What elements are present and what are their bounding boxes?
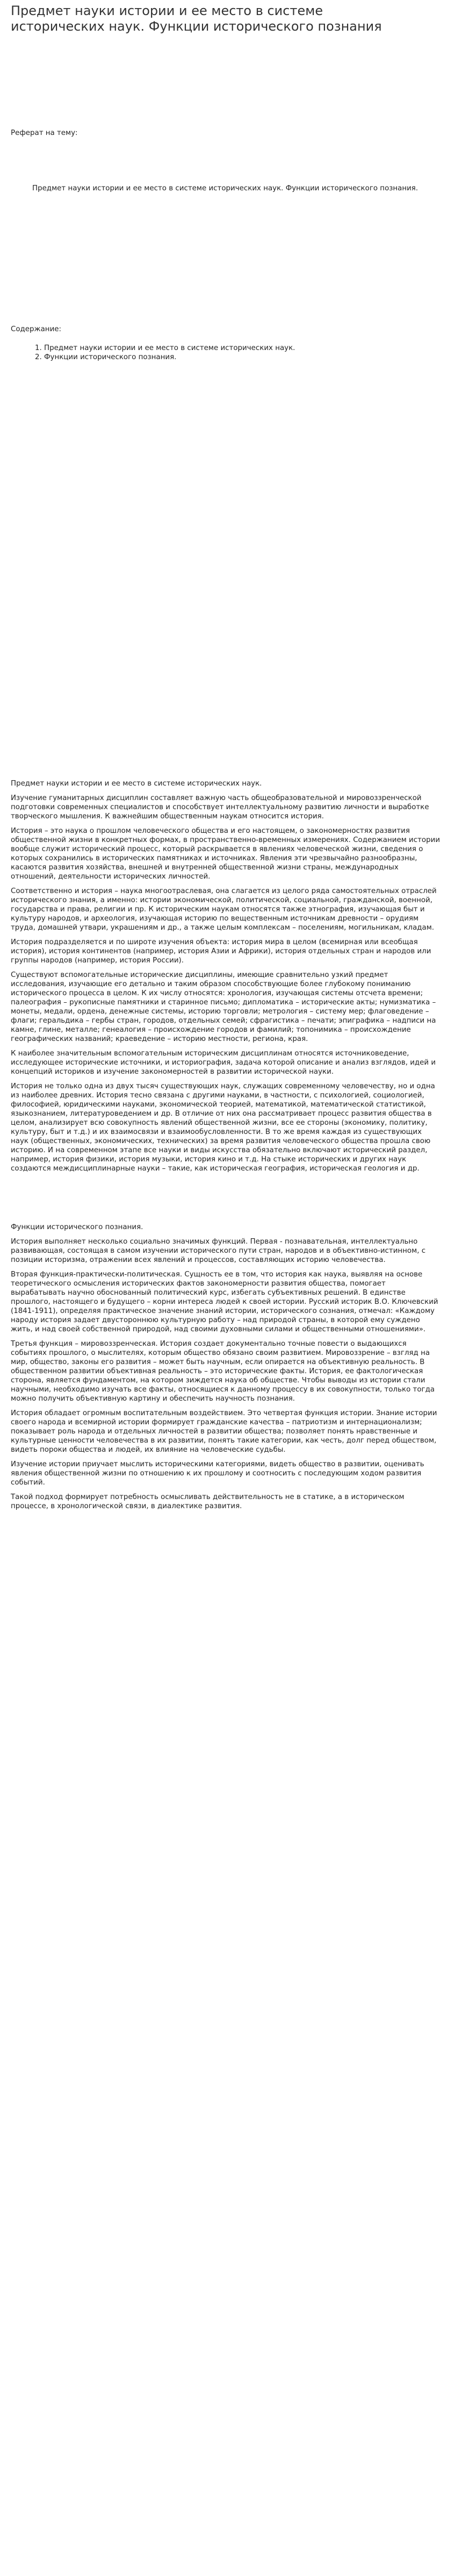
spacer xyxy=(11,362,444,779)
section-heading: Предмет науки истории и ее место в системе исторических наук. xyxy=(11,780,262,788)
spacer xyxy=(11,1179,444,1223)
toc-item: 1. Предмет науки истории и ее место в системе исторических наук. xyxy=(44,344,444,353)
section-body xyxy=(11,1237,444,1511)
paragraph: Вторая функция-практически-политическая. Сущность ее в том, что история как наука, выявляя на основе теоретического осмысления исторических фактов закономерности развития общества, помогает вырабатывать научно обоснованный политический курс, избегать субъективных решений. В единстве прошлого, настоящего и будущего – корни интереса людей к своей истории. Русский историк В.О. Ключевский (1841-1911), определяя практическое значение знаний истории, исторического сознания, отмечал: «Каждому народу история задает двустороннюю культурную работу – над природой страны, в которой ему суждено жить, и над своей собственной природой, над своими духовными силами и общественными отношениями». xyxy=(11,1271,438,1333)
paragraph: Соответственно и история – наука многоотраслевая, она слагается из целого ряда самостоятельных отраслей исторического знания, а именно: истории экономической, политической, социальной, гражданской, военной, государства и права, религии и пр. К историческим наукам относятся также этнография, изучающая быт и культуру народов, и археология, изучающая историю по вещественным источникам древности – орудиям труда, домашней утвари, украшениям и др., а также целым комплексам – поселениям, могильникам, кладам. xyxy=(11,887,437,932)
paragraph: История выполняет несколько социально значимых функций. Первая - познавательная, интеллектуально развивающая, состоящая в самом изучении исторического пути стран, народов и в объективно-истинном, с позиции историзма, отражении всех явлений и процессов, составляющих историю человечества. xyxy=(11,1238,426,1264)
spacer xyxy=(11,34,444,129)
section-body xyxy=(11,794,444,1173)
table-of-contents xyxy=(11,344,444,362)
paragraph: К наиболее значительным вспомогательным историческим дисциплинам относятся источниковедение, исследующее исторические источники, и историография, задача которой описание и анализ взглядов, идей и концепций историков и изучение закономерностей в развитии исторической науки. xyxy=(11,1050,436,1076)
paragraph: Существуют вспомогательные исторические дисциплины, имеющие сравнительно узкий предмет исследования, изучающие его детально и таким образом способствующие более глубокому пониманию исторического процесса в целом. К их числу относятся: хронология, изучающая системы отсчета времени; палеография – рукописные памятники и старинное письмо; дипломатика – исторические акты; нумизматика – монеты, медали, ордена, денежные системы, историю торговли; метрология – систему мер; флаговедение – флаги; геральдика – гербы стран, городов, отдельных семей; сфрагистика – печати; эпиграфика – надписи на камне, глине, металле; генеалогия – происхождение городов и фамилий; топонимика – происхождение географических названий; краеведение – историю местности, региона, края. xyxy=(11,971,436,1043)
paragraph: История – это наука о прошлом человеческого общества и его настоящем, о закономерностях развития общественной жизни в конкретных формах, в пространственно-временных измерениях. Содержанием истории вообще служит исторический процесс, который раскрывается в явлениях человеческой жизни, сведения о которых сохранились в исторических памятниках и источниках. Явления эти чрезвычайно разнообразны, касаются развития хозяйства, внешней и внутренней общественной жизни страны, международных отношений, деятельности исторических личностей. xyxy=(11,827,440,881)
paragraph: Изучение гуманитарных дисциплин составляет важную часть общеобразовательной и мировоззренческой подготовки современных специалистов и способствует интеллектуальному развитию личности и выработке творческого мышления. К важнейшим общественным наукам относится история. xyxy=(11,794,429,820)
toc-heading: Содержание: xyxy=(11,325,62,333)
paragraph: Такой подход формирует потребность осмысливать действительность не в статике, а в историческом процессе, в хронологической связи, в диалектике развития. xyxy=(11,1493,405,1510)
paragraph: Третья функция – мировоззренческая. История создает документально точные повести о выдающихся событиях прошлого, о мыслителях, которым общество обязано своим развитием. Мировоззрение – взгляд на мир, общество, законы его развития – может быть научным, если опирается на объективную реальность. В общественном развитии объективная реальность – это исторические факты. История, ее фактологическая сторона, является фундаментом, на котором зиждется наука об обществе. Чтобы выводы из истории стали научными, необходимо изучать все факты, относящиеся к данному процессу в их совокупности, только тогда можно получить объективную картину и обеспечить научность познания. xyxy=(11,1340,435,1403)
spacer xyxy=(11,193,444,325)
paragraph: История подразделяется и по широте изучения объекта: история мира в целом (всемирная или всеобщая история), история континентов (например, история Азии и Африки), история отдельных стран и народов или группы народов (например, история России). xyxy=(11,938,431,965)
paragraph: История обладает огромным воспитательным воздействием. Это четвертая функция истории. Знание истории своего народа и всемирной истории формирует гражданские качества – патриотизм и интернационализм; показывает роль народа и отдельных личностей в развитии общества; позволяет понять нравственные и культурные ценности человечества в их развитии, понять такие категории, как честь, долг перед обществом, видеть пороки общества и людей, их влияние на человеческие судьбы. xyxy=(11,1409,437,1454)
referat-topic: Предмет науки истории и ее место в системе исторических наук. Функции исторического познания. xyxy=(32,184,418,192)
referat-label: Реферат на тему: xyxy=(11,129,78,137)
paragraph: Изучение истории приучает мыслить историческими категориями, видеть общество в развитии, оценивать явления общественной жизни по отношению к их прошлому и соотносить с последующим ходом развития событий. xyxy=(11,1460,424,1487)
toc-item: 2. Функции исторического познания. xyxy=(44,353,444,362)
page-title: Предмет науки истории и ее место в системе исторических наук. Функции исторического познания xyxy=(11,3,382,34)
paragraph: История не только одна из двух тысяч существующих наук, служащих современному человечеству, но и одна из наиболее древних. История тесно связана с другими науками, в частности, с психологией, социологией, философией, юридическими науками, экономической теорией, математикой, математической статистикой, языкознанием, литературоведением и др. В отличие от них она рассматривает процесс развития общества в целом, анализирует всю совокупность явлений общественной жизни, все ее стороны (экономику, политику, культуру, быт и т.д.) и их взаимосвязи и взаимообусловленности. В то же время каждая из существующих наук (общественных, экономических, технических) за время развития человеческого общества прошла свою историю. И на современном этапе все науки и виды искусства обязательно включают исторический раздел, например, история физики, история музыки, история кино и т.д. На стыке исторических и других наук создаются междисциплинарные науки – такие, как историческая география, историческая геология и др. xyxy=(11,1082,435,1173)
section-heading: Функции исторического познания. xyxy=(11,1223,143,1231)
spacer xyxy=(11,334,444,344)
spacer xyxy=(11,138,444,184)
